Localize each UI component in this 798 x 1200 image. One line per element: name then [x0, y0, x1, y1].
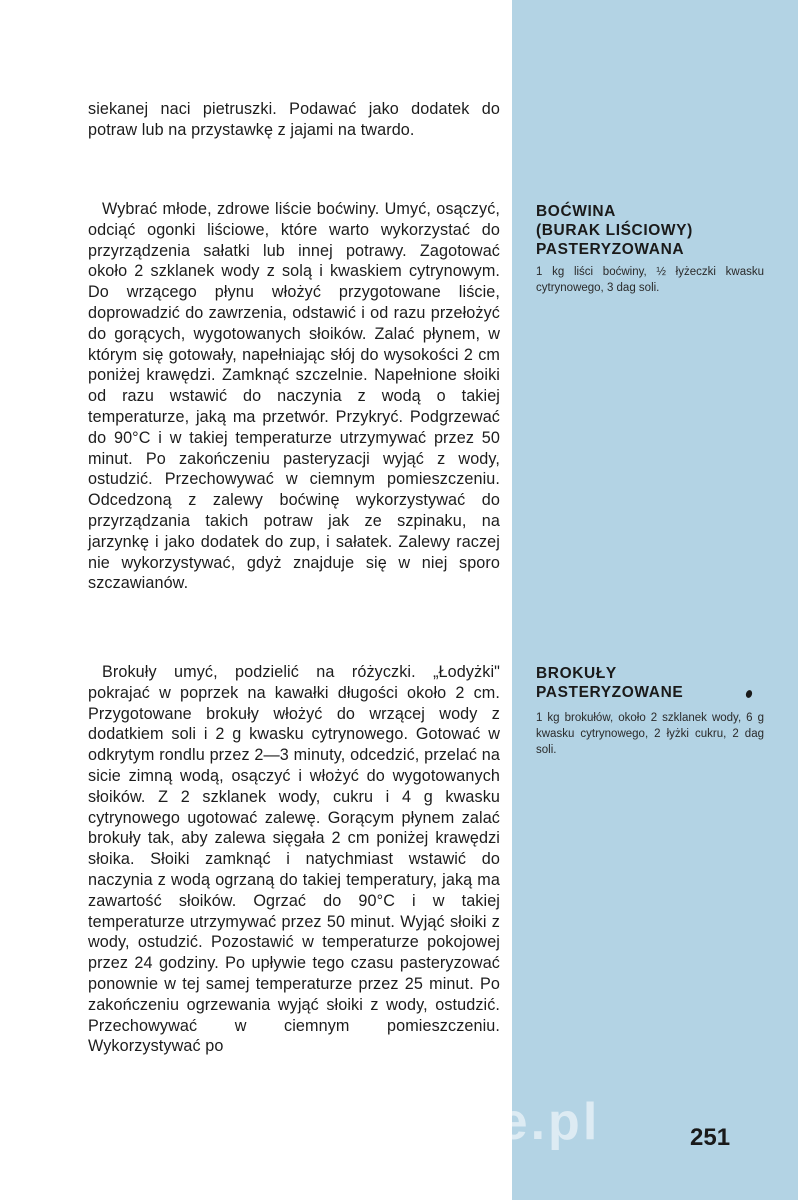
bocwina-instructions: Wybrać młode, zdrowe liście boćwiny. Umyć, osączyć, odciąć ogonki liściowe, które warto wykorzystać do przyrządzenia sałatki lub innej potrawy. Zagotować około 2 szklanek wody z solą i kwaskiem cytrynowym. Do wrzącego płynu włożyć przygotowane liście, doprowadzić do zawrzenia, odstawić i od razu przełożyć do gorących, wygotowanych słoików. Zalać płynem, w którym się gotowały, napełniając słój do wysokości 2 cm poniżej krawędzi. Zamknąć szczelnie. Napełnione słoiki od razu wstawić do naczynia z wodą o takiej temperaturze, jaką ma przetwór. Przykryć. Podgrzewać do 90°C i w takiej temperaturze utrzymywać przez 50 minut. Po zakończeniu pasteryzacji wyjąć z wody, ostudzić. Przechowywać w ciemnym pomieszczeniu. Odcedzoną z zalewy boćwinę wykorzystywać do przyrządzania takich potraw jak ze szpinaku, na jarzynkę i jako dodatek do zup, i sałatek. Zalewy raczej nie wykorzystywać, gdyż znajduje się w niej sporo szczawianów.	[88, 200, 500, 593]
brokuly-ingredients: 1 kg brokułów, około 2 szklanek wody, 6 g kwasku cytrynowego, 2 łyżki cukru, 2 dag soli.	[536, 712, 764, 756]
bocwina-title-line1: BOĆWINA	[536, 203, 616, 220]
brokuly-title-line2: PASTERYZOWANE	[536, 684, 684, 701]
bocwina-title	[536, 202, 776, 259]
bocwina-ingredients: 1 kg liści boćwiny, ½ łyżeczki kwasku cytrynowego, 3 dag soli.	[536, 266, 764, 294]
bocwina-title-line3: PASTERYZOWANA	[536, 241, 685, 258]
brokuly-title-line1: BROKUŁY	[536, 665, 617, 682]
bocwina-title-line2: (BURAK LIŚCIOWY)	[536, 222, 693, 239]
page-number: 251	[690, 1124, 731, 1151]
sidebar-panel	[512, 0, 798, 1200]
brokuly-title	[536, 664, 776, 702]
intro-paragraph: siekanej naci pietruszki. Podawać jako dodatek do potraw lub na przystawkę z jajami na twardo.	[88, 100, 500, 139]
brokuly-instructions: Brokuły umyć, podzielić na różyczki. „Łodyżki" pokrajać w poprzek na kawałki długości około 2 cm. Przygotowane brokuły włożyć do wrzącej wody z dodatkiem soli i 2 g kwasku cytrynowego. Gotować w odkrytym rondlu przez 2—3 minuty, odcedzić, przelać na sicie zimną wodą, osączyć i włożyć do wygotowanych słoików. Z 2 szklanek wody, cukru i 4 g kwasku cytrynowego ugotować zalewę. Gorącym płynem zalać brokuły tak, aby zalewa sięgała 2 cm poniżej krawędzi słoika. Słoiki zamknąć i natychmiast wstawić do naczynia z wodą ogrzaną do takiej temperatury, jaką ma zawartość słoików. Ogrzać do 90°C i w takiej temperaturze utrzymywać przez 50 minut. Wyjąć słoiki z wody, ostudzić. Pozostawić w temperaturze pokojowej przez 24 godziny. Po upływie tego czasu pasteryzować ponownie w tej samej temperaturze przez 25 minut. Po zakończeniu ogrzewania wyjąć słoiki z wody, ostudzić. Przechowywać w ciemnym pomieszczeniu. Wykorzystywać po	[88, 663, 500, 1056]
watermark: wedlinydomowe.pl	[90, 1093, 601, 1151]
